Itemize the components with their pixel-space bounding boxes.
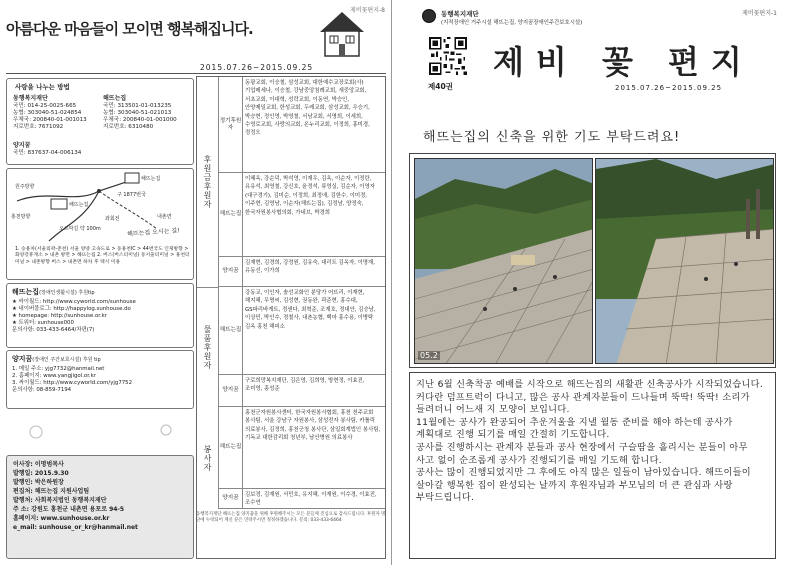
account-line: 국민: 313501-01-013235 [103, 102, 172, 109]
row-category: 해뜨는집 [219, 287, 243, 374]
publish-line: 홈페이지: www.sunhouse.or.kr [13, 515, 110, 522]
account-line: 국민: 837637-04-006134 [13, 149, 82, 156]
account-line: 농협: 303040-51-024854 [13, 109, 82, 116]
newsletter-title: 제비 꽃 편지 [493, 43, 754, 81]
foundation-subtitle: (지적장애인 거주시설 해뜨는집, 양지꿈장애인주간보호시설) [441, 20, 583, 26]
map-label: 내촌면 [157, 214, 172, 220]
row-names: 동광교회, 이승철, 삼성교회, 대한예수교장로회(사)기업메세나, 이승철, 강남중앙침례교회, 새중앙교회, 서초교회, 이대혁, 성락교회, 이동연, 박승인, 안양제일교회, 한성교회, 두레교회, 삼성교회, 우승기, 박승현, 정인영, 박영철, 서남교회, 서명희, 이세희, 수영로교회, 사랑의교회, 온누리교회, 이정희, 홍미경, 정정오 [245, 80, 370, 137]
qr-code-icon [429, 37, 467, 75]
page-number: 제비꽃편지-8 [350, 7, 385, 14]
sponsor-line: ★ 네이버블로그: http://happylog.sunhouse.do [12, 306, 131, 313]
publish-line: 편집처: 해뜨는집 지원사업팀 [13, 488, 90, 495]
construction-photo-right [595, 158, 774, 364]
article-headline: 해뜨는집의 신축을 위한 기도 부탁드려요! [423, 130, 681, 145]
article-body [409, 372, 776, 559]
publish-line: e_mail: sunhouse_or_kr@hanmail.net [13, 524, 138, 531]
directions-map [6, 168, 194, 280]
section-label-goods: 물품후원자 [197, 287, 219, 407]
account-line: 지로번호: 7671092 [13, 123, 64, 130]
bank-block-yangjigum [13, 142, 81, 157]
map-label: 홍천방향 [11, 214, 31, 220]
sponsor-table [196, 76, 386, 559]
row-category: 양지꿈 [219, 375, 243, 406]
donation-methods-box [6, 78, 194, 165]
table-footnote: 동행복지재단 해뜨는집 양지꿈을 위해 후원해주시는 모든 분들께 진심으로 감사드립니다. 후원자 명단에 누락되어 계신 분은 연락주시면 정정하겠습니다. 문의: 033-433-6464 [196, 512, 386, 523]
publish-line: 주 소: 강원도 홍천군 내촌면 용포로 94-5 [13, 506, 125, 513]
sponsor-line: ★ homepage: http://sunhouse.or.kr [12, 313, 108, 320]
table-row [219, 375, 385, 407]
row-names: 구로희망복지재단, 김은영, 김희영, 방현정, 이효진, 조미영, 홍성준 [245, 378, 365, 393]
sunhouse-sponsor-box [6, 283, 194, 348]
photo-frame [409, 153, 776, 368]
map-label: 원주방향 [15, 184, 35, 190]
map-welcome-text: 해뜨는집 오시는 길! [126, 227, 180, 238]
header-divider [6, 73, 386, 74]
account-line: 우체국: 200840-01-001013 [13, 116, 87, 123]
visit-line: 1. 메일 주소: yjg7732@hanmail.net [12, 366, 105, 372]
issue-date: 2015.07.26~2015.09.25 [200, 63, 314, 72]
volume-number: 제40권 [428, 82, 453, 91]
bank-block-head: 양지꿈 [13, 142, 31, 149]
section-label-donors: 후원금후원자 [197, 77, 219, 287]
bank-block-head: 동행복지재단 [13, 95, 48, 102]
map-label: 구 1877번국 [117, 192, 146, 198]
sponsor-line: ★ 싸이월드: http://www.cyworld.com/sunhouse [12, 299, 136, 305]
map-label: 해뜨는집 [69, 202, 89, 208]
page-number: 제비꽃편지-1 [742, 10, 777, 17]
map-label: 좌회전 [105, 216, 120, 222]
sponsor-line: 문의사항: 033-433-6464/차편(7) [12, 327, 95, 334]
sponsor-box-title-main: 해뜨는집 [12, 288, 40, 296]
bank-block-foundation [13, 95, 87, 131]
house-illustration [316, 8, 368, 60]
article-paragraph: 지난 6월 신축착공 예배를 시작으로 해뜨는집의 새활관 신축공사가 시작되었습니다. 커다란 덤프트럭이 다니고, 많은 공사 관계자분들이 드나들며 뚝딱! 뚝딱! 소리가 들려더니 어느새 지 모양이 보입니다. [416, 379, 764, 416]
map-label: 오르막길 약 100m [59, 226, 101, 232]
account-line: 우체국: 200840-01-001000 [103, 116, 177, 123]
visit-box-title-sub: (장애인 주간보호시설) 후원 tip [32, 357, 101, 363]
sponsor-box-title [12, 287, 188, 297]
row-names: 홍천군자원봉사센터, 한국자원봉사협회, 홍천 천주교회 봉사팀, 서울 강남구 자원봉사, 삼성전자 봉사팀, 카톨릭 의료봉사, 김정희, 홍천군청 봉사단, 삼일회계법인 봉사팀, 기독교 대한감리회 청년부, 남산병원 의료봉사 [245, 410, 381, 442]
bank-block-head: 해뜨는집 [103, 95, 127, 102]
table-row [219, 257, 385, 287]
row-category: 양지꿈 [219, 489, 243, 508]
article-paragraph: 공사를 진행하시는 관계자 분들과 공사 현장에서 구슬땀을 흘리시는 분들이 아무 사고 없이 순조롭게 공사가 진행되기를 매일 기도해 합니다. [416, 441, 748, 466]
visit-line: 3. 싸이월드: http://www.cyworld.com/yjg7752 [12, 380, 133, 387]
row-category: 양지꿈 [219, 257, 243, 286]
foundation-logo-icon [422, 9, 436, 23]
map-label: 해뜨는집 [141, 176, 161, 182]
article-paragraph: 공사는 많이 진행되었지만 그 후에도 아직 많은 일들이 남아있습니다. 해뜨이들이 살아갈 행복한 집이 완성되는 날까지 후원자님과 부모님의 더 큰 관심과 사랑 부탁드립니다. [416, 467, 751, 504]
table-row [219, 489, 385, 509]
photo-caption: 05.2 [420, 351, 438, 360]
table-row [219, 287, 385, 375]
visit-box-title [12, 354, 188, 364]
account-line: 지로번호: 6310480 [103, 123, 154, 130]
visit-line: 문의사항: 08-859-7194 [12, 387, 72, 394]
visit-box-title-main: 양지꿈 [12, 355, 33, 363]
decorative-flowers [6, 412, 194, 452]
newsletter-front-page [393, 0, 785, 565]
section-label-volunteers: 봉사자 [197, 407, 219, 509]
row-category: 해뜨는집 [219, 173, 243, 256]
publication-info-box [6, 455, 194, 559]
publish-line: 발행일: 2015.9.30 [13, 470, 69, 477]
row-names: 강동교, 이인자, 솔선교화인 분당가 어뜨리, 이재현, 해지혜, 무명씨, 김성현, 권동완, 곽준현, 홍수대, GS파리바게트, 정샌다, 최혁준, 조재호, 정대안, 김승남, 이상민, 박인수, 정철사, 내촌농협, 백마 홍수용, 이병탁 김옥 홍천 해피소 [245, 290, 376, 330]
row-names: 이혜옥, 강순덕, 박석영, 이재우, 김옥, 이순자, 이정란, 유유석, 최영철, 강신호, 윤정석, 류영실, 김순자, 이영자(대구경기), 김미순, 이정희, 최정애, 김한수, 이미경, 이주현, 김영남, 이순자(해뜨는집), 김정남, 양정숙, 한국자원봉사협의회, 가네브, 박경희 [245, 176, 375, 216]
table-row [219, 407, 385, 489]
row-names: 김보경, 김재원, 서민호, 유지혜, 이재원, 이수경, 이효진, 조수연 [245, 492, 377, 507]
table-row [219, 173, 385, 257]
account-line: 국민: 014-25-0025-665 [13, 102, 77, 109]
donation-methods-title: 사랑을 나누는 방법 [15, 83, 70, 91]
yangjigum-sponsor-box [6, 350, 194, 409]
issue-date: 2015.07.26~2015.09.25 [615, 84, 723, 92]
table-row [219, 77, 385, 173]
map-directions: 1. 승용차(서울외곽-춘천) 서울 양양 고속도로 > 동홍천IC > 44번국도 인제방향 > 화양강휴게소 > 내촌 방면 > 해뜨는집 2. 버스(버스터미널) 동서울터미널 > 홍천터미널 > 내촌방향 버스 > 내촌면 하차 후 택시 이용 [15, 247, 190, 265]
foundation-name: 동행복지재단 [441, 10, 479, 18]
newsletter-back-page [0, 0, 392, 565]
sponsor-box-title-sub: (장애인생활시설) 후원tip [39, 290, 95, 296]
publish-line: 발행인: 박은하원장 [13, 479, 64, 486]
article-paragraph: 11월에는 공사가 완공되어 추운겨울을 지낼 월동 준비를 해야 하는데 공사가 계획대로 진행 되기를 매일 간절히 기도합니다. [416, 416, 733, 441]
row-category: 정기후원자 [219, 77, 243, 172]
page-headline: 아름다운 마음들이 모이면 행복해집니다. [6, 20, 253, 38]
publish-line: 발행처: 사회복지법인 동행복지재단 [13, 497, 107, 504]
account-line: 농협: 303040-51-021013 [103, 109, 172, 116]
publish-line: 이사장: 이명범목사 [13, 461, 64, 468]
construction-photo-left [414, 158, 593, 364]
visit-line: 2. 홈페이지: www.yangjigol.or.kr [12, 373, 96, 380]
bank-block-sunhouse [103, 95, 177, 131]
row-names: 김재현, 김경희, 강정원, 김유숙, 대리트 김옥자, 이명재, 유동선, 이가희 [245, 260, 375, 275]
sponsor-line: ★ 트위터: sunhouse000 [12, 320, 74, 327]
row-category: 해뜨는집 [219, 407, 243, 488]
